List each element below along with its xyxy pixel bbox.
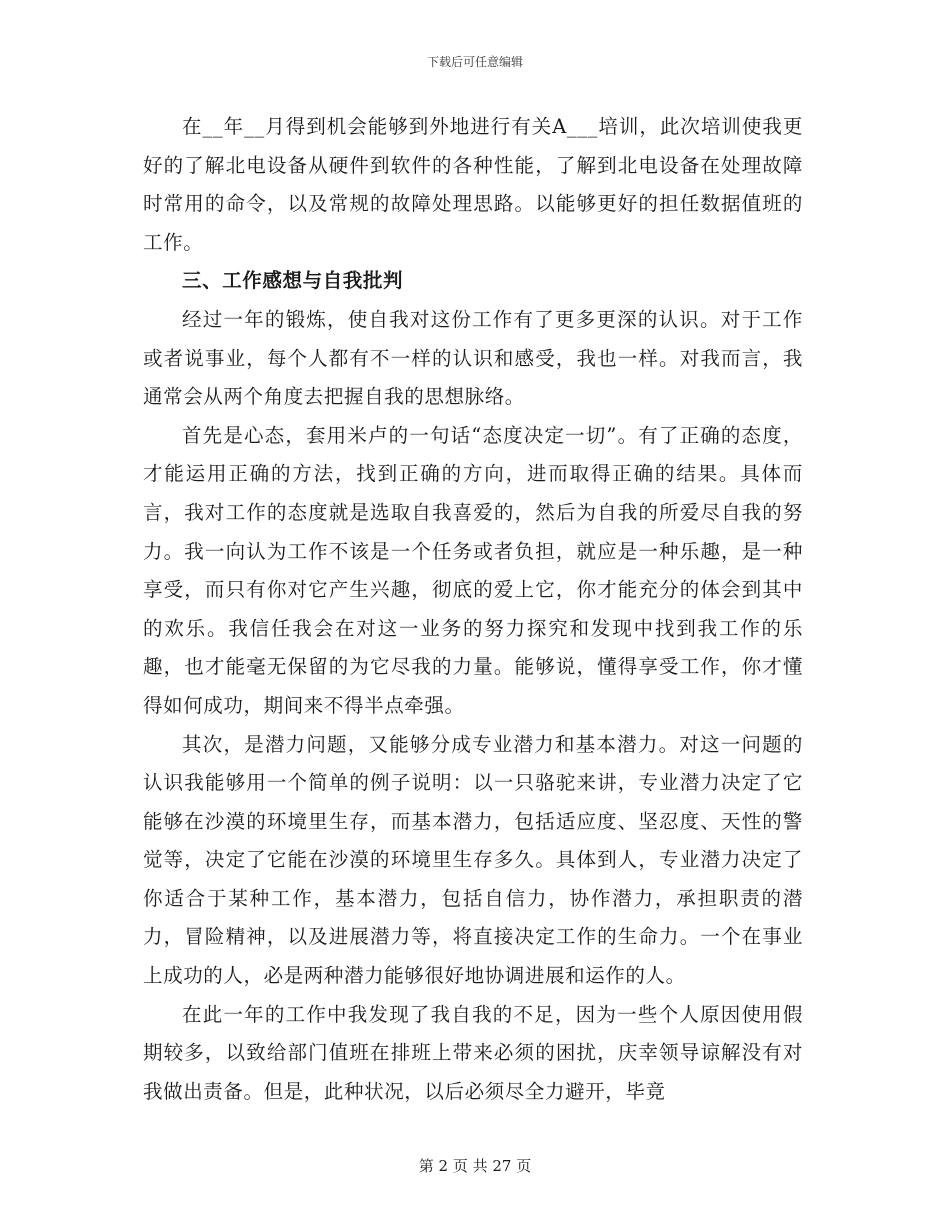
- paragraph-training: 在__年__月得到机会能够到外地进行有关A___培训，此次培训使我更好的了解北电设备从硬件到软件的各种性能，了解到北电设备在处理故障时常用的命令，以及常规的故障处理思路。以能够更好的担任数据值班的工作。: [143, 115, 803, 254]
- paragraph-attitude: 首先是心态，套用米卢的一句话“态度决定一切”。有了正确的态度，才能运用正确的方法，找到正确的方向，进而取得正确的结果。具体而言，我对工作的态度就是选取自我喜爱的，然后为自我的所爱尽自我的努力。我一向认为工作不该是一个任务或者负担，就应是一种乐趣，是一种享受，而只有你对它产生兴趣，彻底的爱上它，你才能充分的体会到其中的欢乐。我信任我会在对这一业务的努力探究和发现中找到我工作的乐趣，也才能毫无保留的为它尽我的力量。能够说，懂得享受工作，你才懂得如何成功，期间来不得半点牵强。: [143, 423, 803, 717]
- section-heading: 三、工作感想与自我批判: [182, 269, 404, 293]
- page-header-note: 下载后可任意编辑: [426, 55, 523, 69]
- paragraph-shortcomings: 在此一年的工作中我发现了我自我的不足，因为一些个人原因使用假期较多，以致给部门值班在排班上带来必须的困扰，庆幸领导谅解没有对我做出责备。但是，此种状况，以后必须尽全力避开，毕竟: [143, 1002, 803, 1103]
- page-number-footer: 第 2 页 共 27 页: [418, 1157, 532, 1175]
- paragraph-experience: 经过一年的锻炼，使自我对这份工作有了更多更深的认识。对于工作或者说事业，每个人都有不一样的认识和感受，我也一样。对我而言，我通常会从两个角度去把握自我的思想脉络。: [143, 307, 803, 409]
- paragraph-potential: 其次，是潜力问题，又能够分成专业潜力和基本潜力。对这一问题的认识我能够用一个简单的例子说明：以一只骆驼来讲，专业潜力决定了它能够在沙漠的环境里生存，而基本潜力，包括适应度、坚忍度、天性的警觉等，决定了它能在沙漠的环境里生存多久。具体到人，专业潜力决定了你适合于某种工作，基本潜力，包括自信力，协作潜力，承担职责的潜力，冒险精神，以及进展潜力等，将直接决定工作的生命力。一个在事业上成功的人，必是两种潜力能够很好地协调进展和运作的人。: [143, 732, 803, 988]
- document-body: [143, 108, 803, 1111]
